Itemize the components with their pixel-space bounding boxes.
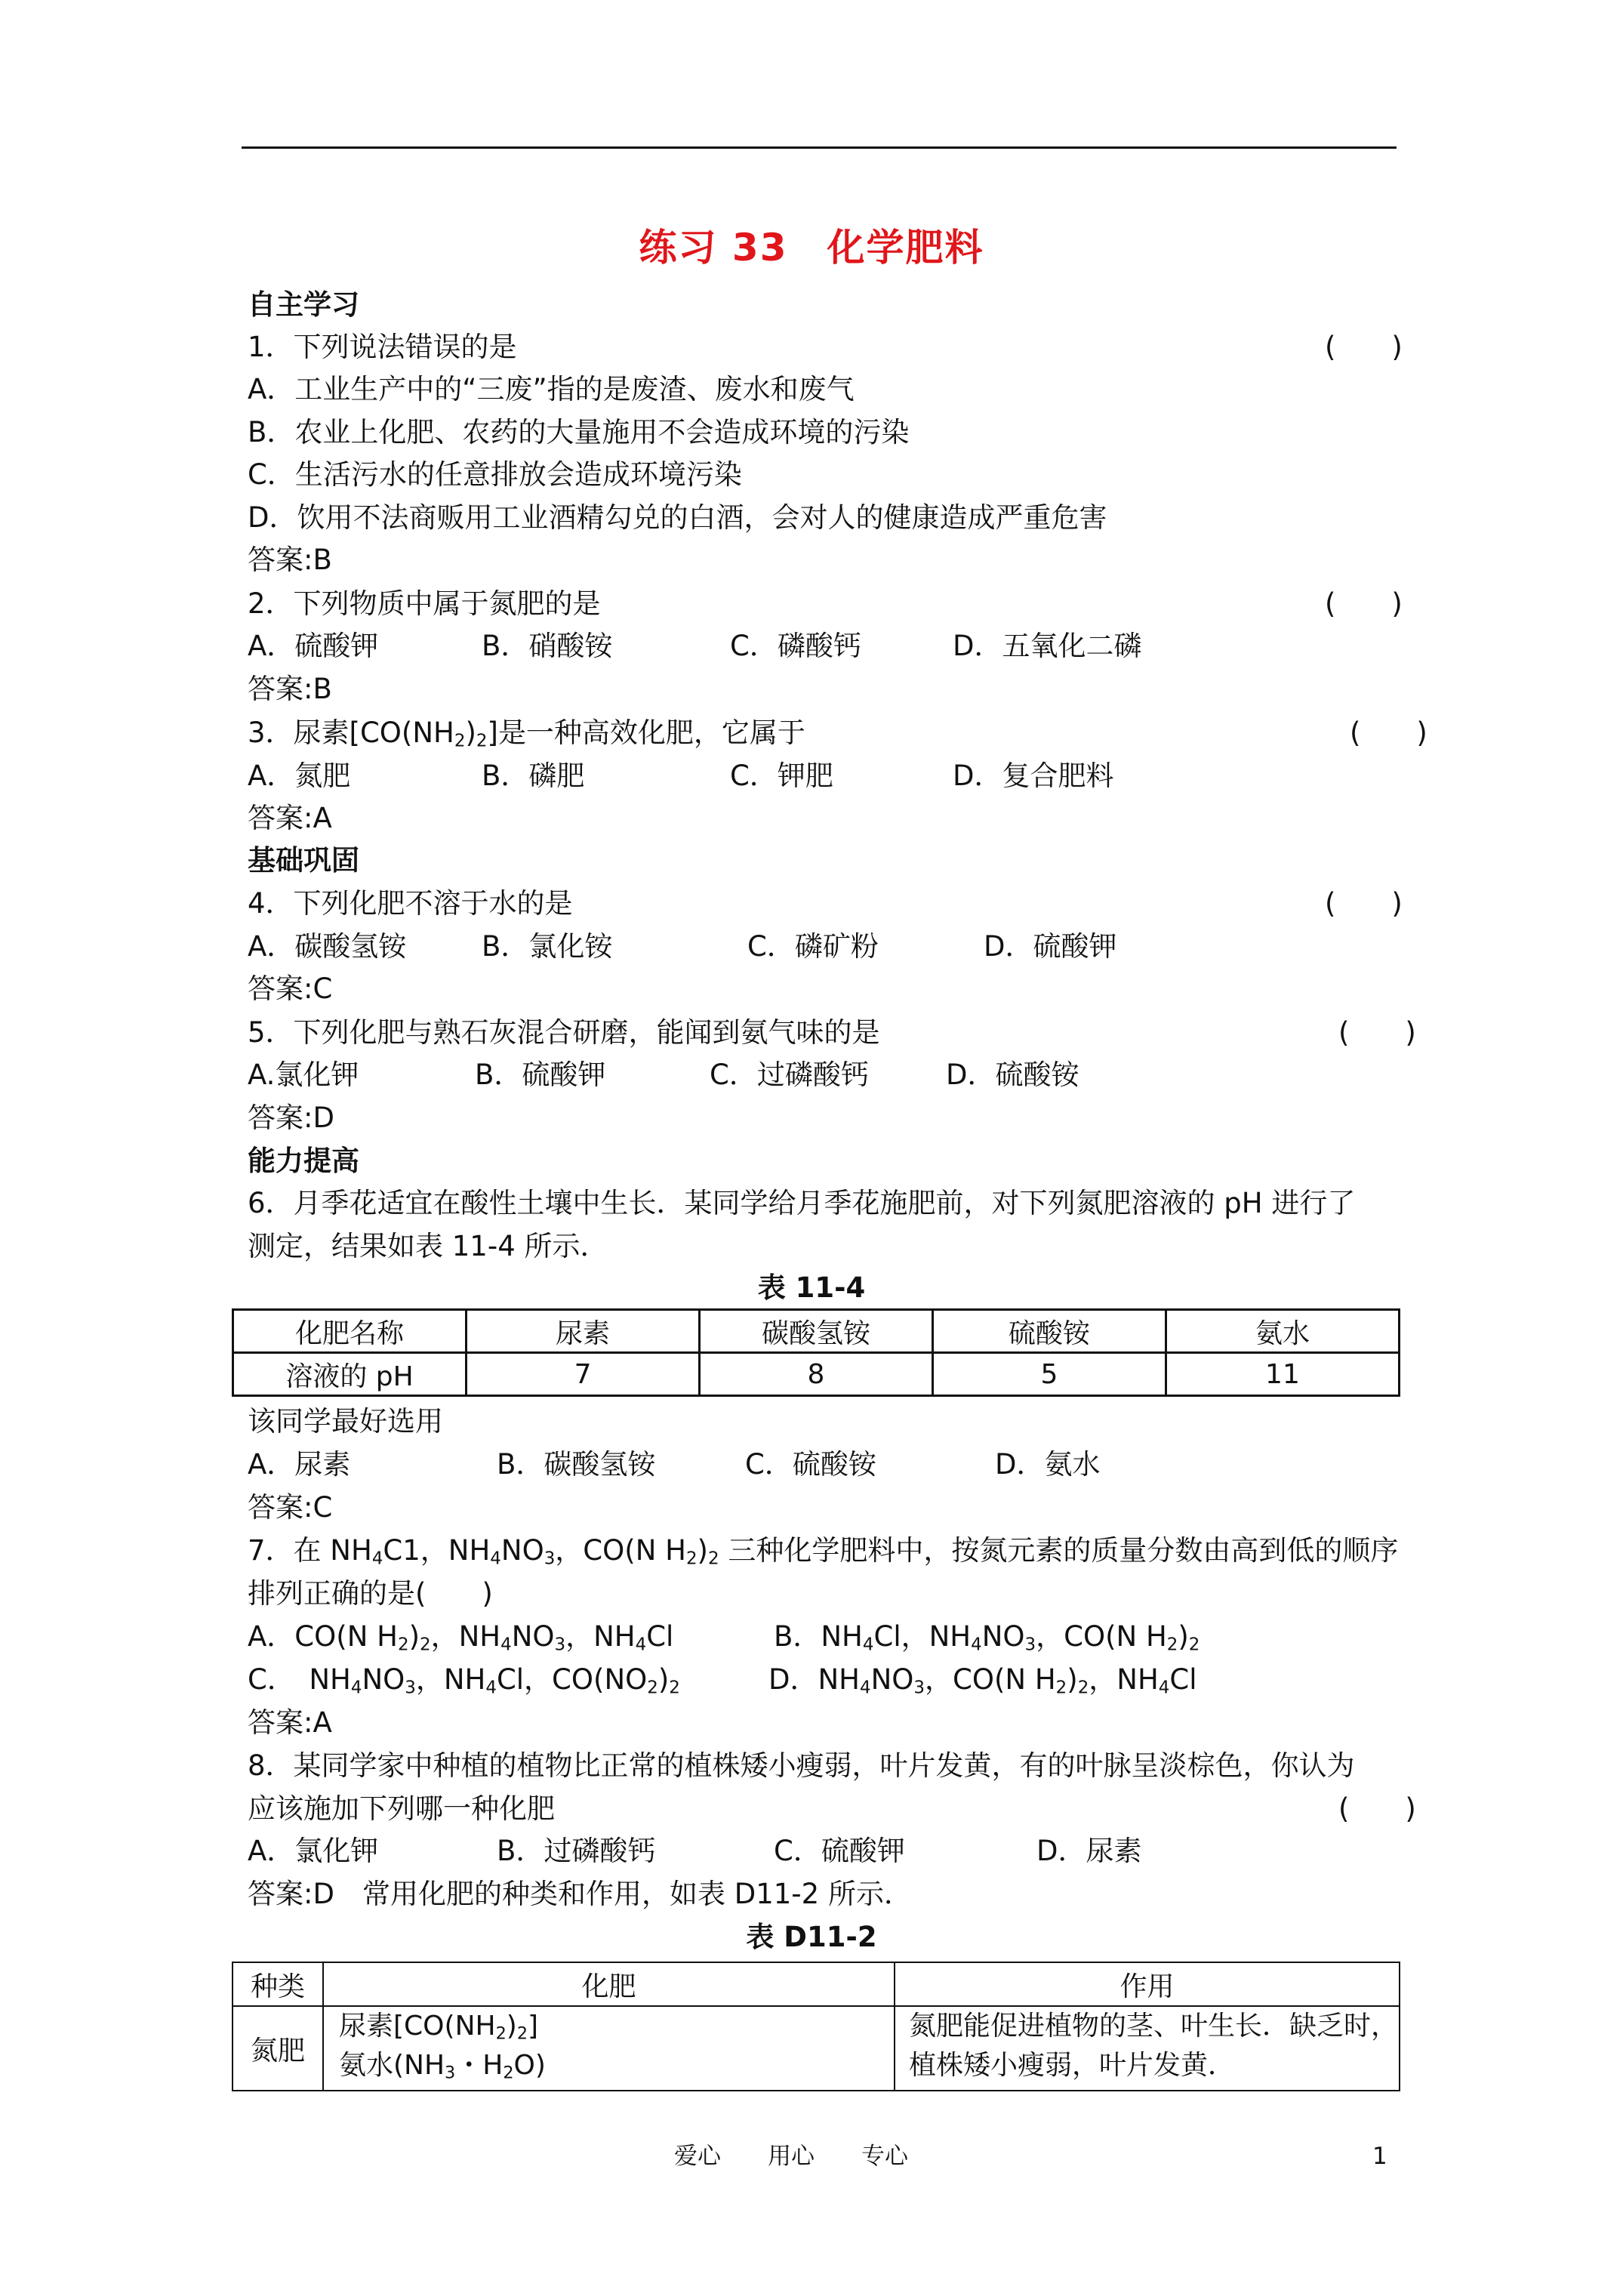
q3-option-d: D．复合肥料	[953, 760, 1114, 792]
q5-option-c: C．过磷酸钙	[710, 1059, 869, 1091]
q3-option-b: B．磷肥	[482, 760, 585, 792]
q7-option-d: D．$NH_4NO_3$，CO(N $H_2)_2$，$NH_4Cl$	[768, 1663, 1197, 1698]
table-cell: 尿素	[467, 1310, 700, 1353]
q2-option-c: C．磷酸钙	[730, 630, 861, 662]
q1-stem: 1．下列说法错误的是	[248, 331, 517, 363]
section-heading-improve: 能力提高	[248, 1145, 359, 1177]
table-d11-2-row-nitrogen	[233, 2006, 1400, 2091]
q6-option-c: C．硫酸铵	[745, 1448, 876, 1481]
q6-answer: 答案:C	[248, 1491, 333, 1524]
q5-answer-bracket: ( )	[1338, 1016, 1416, 1049]
q4-answer: 答案:C	[248, 972, 333, 1005]
q7-stem-line1: 7．在 $NH_4C1$，$NH_4NO_3$，CO(N $H_2)_2$ 三种化学肥料中，按氮元素的质量分数由高到低的顺序	[248, 1534, 1399, 1569]
table-cell-kind: 氮肥	[233, 2006, 323, 2091]
q4-stem: 4．下列化肥不溶于水的是	[248, 887, 573, 920]
section-heading-self-study: 自主学习	[248, 288, 359, 321]
q2-answer: 答案:B	[248, 673, 332, 705]
q7-option-a: A．CO(N $H_2)_2$，$NH_4NO_3$，$NH_4Cl$	[248, 1620, 674, 1655]
q3-option-c: C．钾肥	[730, 760, 833, 792]
table-header-effect: 作用	[895, 1962, 1400, 2006]
table-cell: 溶液的 pH	[233, 1353, 467, 1396]
q6-option-a: A．尿素	[248, 1448, 351, 1481]
footer-motto: 爱心 用心 专心	[674, 2143, 908, 2170]
q4-option-c: C．磷矿粉	[747, 930, 879, 963]
q8-answer-bracket: ( )	[1338, 1792, 1416, 1825]
q7-option-b: B．$NH_4Cl$，$NH_4NO_3$，CO(N $H_2)_2$	[774, 1620, 1200, 1655]
q7-stem-line2: 排列正确的是( )	[248, 1577, 493, 1610]
q5-option-d: D．硫酸铵	[946, 1059, 1079, 1091]
q2-stem: 2．下列物质中属于氮肥的是	[248, 587, 601, 620]
q3-answer-bracket: ( )	[1350, 717, 1427, 749]
q3-answer: 答案:A	[248, 802, 332, 834]
table-cell: 氨水	[1166, 1310, 1399, 1353]
q5-option-b: B．硫酸钾	[475, 1059, 606, 1091]
q1-option-c: C．生活污水的任意排放会造成环境污染	[248, 458, 742, 491]
section-heading-basic: 基础巩固	[248, 844, 359, 877]
q2-option-a: A．硫酸钾	[248, 630, 379, 662]
table-11-4-caption: 表 11-4	[757, 1271, 866, 1304]
page-number: 1	[1372, 2143, 1387, 2170]
q6-stem-line1: 6．月季花适宜在酸性土壤中生长．某同学给月季花施肥前，对下列氮肥溶液的 pH 进行了	[248, 1187, 1356, 1219]
table-header-fertilizer: 化肥	[323, 1962, 895, 2006]
table-cell: 硫酸铵	[932, 1310, 1166, 1353]
q4-option-a: A．碳酸氢铵	[248, 930, 407, 963]
q6-option-b: B．碳酸氢铵	[497, 1448, 656, 1481]
table-11-4-row-1	[233, 1310, 1400, 1353]
table-cell: 7	[467, 1353, 700, 1396]
table-cell-effect	[895, 2006, 1400, 2091]
q2-option-b: B．硝酸铵	[482, 630, 613, 662]
table-11-4	[232, 1308, 1400, 1397]
table-cell-fertilizers: 尿素$[CO(NH_2)_2]$ 氨水($NH_3$・$H_2O$)	[323, 2006, 895, 2091]
q3-stem-post: 是一种高效化肥，它属于	[497, 717, 805, 749]
q5-stem: 5．下列化肥与熟石灰混合研磨，能闻到氨气味的是	[248, 1016, 880, 1049]
q3-option-a: A．氮肥	[248, 760, 351, 792]
table-cell: 8	[700, 1353, 933, 1396]
q3-stem: 3．尿素$[CO(NH_2)_2]$是一种高效化肥，它属于	[248, 717, 805, 751]
page-title: 练习 33 化学肥料	[639, 226, 984, 270]
q8-option-b: B．过磷酸钙	[497, 1835, 656, 1867]
table-d11-2	[232, 1962, 1400, 2091]
q8-option-d: D．尿素	[1036, 1835, 1142, 1867]
q2-option-d: D．五氧化二磷	[953, 630, 1142, 662]
table-11-4-row-2	[233, 1353, 1400, 1396]
q5-answer: 答案:D	[248, 1102, 334, 1134]
table-d11-2-caption: 表 D11-2	[746, 1921, 877, 1953]
q4-answer-bracket: ( )	[1325, 887, 1403, 920]
q1-option-d: D．饮用不法商贩用工业酒精勾兑的白酒，会对人的健康造成严重危害	[248, 501, 1107, 534]
table-cell: 碳酸氢铵	[700, 1310, 933, 1353]
q1-option-b: B．农业上化肥、农药的大量施用不会造成环境的污染	[248, 416, 910, 448]
table-cell: 化肥名称	[233, 1310, 467, 1353]
table-cell: 5	[932, 1353, 1166, 1396]
q2-answer-bracket: ( )	[1325, 587, 1403, 620]
q8-stem-line2: 应该施加下列哪一种化肥	[248, 1792, 555, 1825]
q5-option-a: A.氯化钾	[248, 1059, 359, 1091]
q8-option-c: C．硫酸钾	[774, 1835, 905, 1867]
q8-answer: 答案:D 常用化肥的种类和作用，如表 D11-2 所示．	[248, 1878, 912, 1910]
q7-answer: 答案:A	[248, 1706, 332, 1739]
q3-stem-pre: 3．尿素[CO(NH	[248, 717, 454, 749]
q6-after-table: 该同学最好选用	[248, 1405, 443, 1438]
q7-option-c: C． $NH_4NO_3$，$NH_4Cl$，$CO(NO_2)_2$	[248, 1663, 680, 1698]
q1-answer: 答案:B	[248, 544, 332, 576]
table-d11-2-header	[233, 1962, 1400, 2006]
q8-stem-line1: 8．某同学家中种植的植物比正常的植株矮小瘦弱，叶片发黄，有的叶脉呈淡棕色，你认为	[248, 1749, 1355, 1782]
q6-option-d: D．氨水	[995, 1448, 1101, 1481]
effect-line-2: 植株矮小瘦弱，叶片发黄．	[909, 2050, 1236, 2081]
table-cell: 11	[1166, 1353, 1399, 1396]
q1-option-a: A．工业生产中的“三废”指的是废渣、废水和废气	[248, 373, 855, 405]
table-header-kind: 种类	[233, 1962, 323, 2006]
q8-option-a: A．氯化钾	[248, 1835, 379, 1867]
q4-option-b: B．氯化铵	[482, 930, 613, 963]
effect-line-1: 氮肥能促进植物的茎、叶生长．缺乏时，	[909, 2011, 1399, 2042]
q6-stem-line2: 测定，结果如表 11-4 所示．	[248, 1230, 608, 1262]
q1-answer-bracket: ( )	[1325, 331, 1403, 363]
q4-option-d: D．硫酸钾	[984, 930, 1117, 963]
top-rule	[242, 146, 1397, 149]
